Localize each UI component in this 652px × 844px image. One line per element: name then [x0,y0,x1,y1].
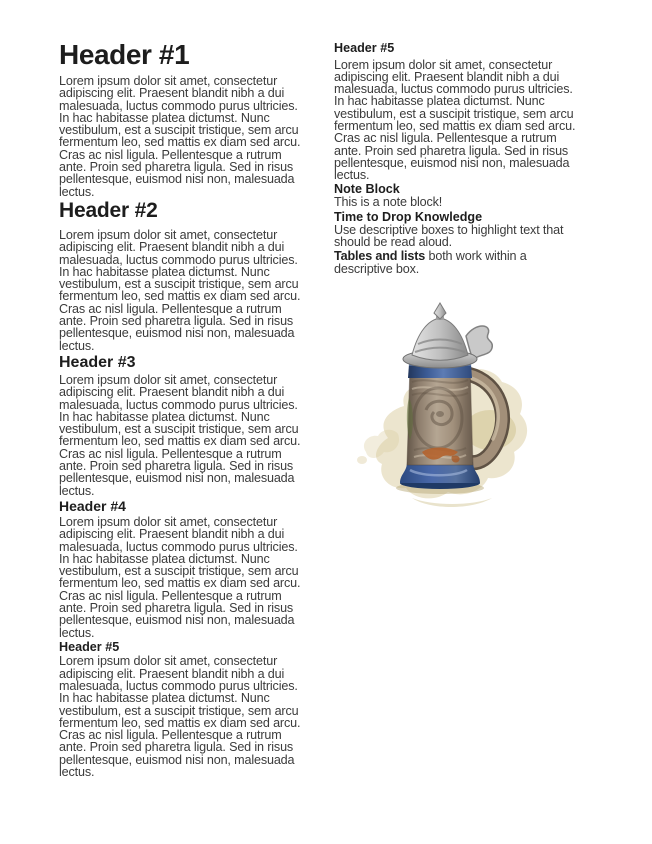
tables-and-lists-bold: Tables and lists [334,249,426,264]
paragraph-under-heading-3: Lorem ipsum dolor sit amet, consectetur adipiscing elit. Praesent blandit nibh a dui malesuada, luctus commodo purus ultricies. In hac habitasse platea dictumst. Nunc vestibulum, est a suscipit tristique, sem arcu fermentum leo, sed mattis ex diam sed arcu. Cras ac nisl ligula. Pellentesque a rutrum ante. Proin sed pharetra ligula. Sed in risus pellentesque, euismod nisi non, malesuada lectus. [59,372,301,498]
paragraph-under-heading-2: Lorem ipsum dolor sit amet, consectetur adipiscing elit. Praesent blandit nibh a dui malesuada, luctus commodo purus ultricies. In hac habitasse platea dictumst. Nunc vestibulum, est a suscipit tristique, sem arcu fermentum leo, sed mattis ex diam sed arcu. Cras ac nisl ligula. Pellentesque a rutrum ante. Proin sed pharetra ligula. Sed in risus pellentesque, euismod nisi non, malesuada lectus. [59,227,301,353]
knowledge-text: Use descriptive boxes to highlight text that should be read aloud. [334,222,564,250]
right-column [334,40,584,512]
heading-1: Header #1 [59,39,190,70]
paragraph-under-heading-5: Lorem ipsum dolor sit amet, consectetur adipiscing elit. Praesent blandit nibh a dui malesuada, luctus commodo purus ultricies. In hac habitasse platea dictumst. Nunc vestibulum, est a suscipit tristique, sem arcu fermentum leo, sed mattis ex diam sed arcu. Cras ac nisl ligula. Pellentesque a rutrum ante. Proin sed pharetra ligula. Sed in risus pellentesque, euismod nisi non, malesuada lectus. [59,654,301,780]
paragraph-under-heading-1: Lorem ipsum dolor sit amet, consectetur adipiscing elit. Praesent blandit nibh a dui malesuada, luctus commodo purus ultricies. In hac habitasse platea dictumst. Nunc vestibulum, est a suscipit tristique, sem arcu fermentum leo, sed mattis ex diam sed arcu. Cras ac nisl ligula. Pellentesque a rutrum ante. Proin sed pharetra ligula. Sed in risus pellentesque, euismod nisi non, malesuada lectus. [59,74,301,199]
left-column [59,40,311,780]
note-block-text: This is a note block! [334,195,443,210]
heading-5: Header #5 [59,639,120,654]
beer-stein-icon [352,302,544,512]
heading-3: Header #3 [59,353,136,371]
heading-5-right: Header #5 [334,41,395,55]
heading-2: Header #2 [59,198,158,222]
heading-4: Header #4 [59,497,126,514]
tables-and-lists-rest: both work within a descriptive box. [334,249,527,276]
beer-stein-illustration [352,302,544,512]
note-block-label: Note Block [334,182,400,197]
tables-and-lists-line [334,250,584,275]
paragraph-right-column: Lorem ipsum dolor sit amet, consectetur adipiscing elit. Praesent blandit nibh a dui malesuada, luctus commodo purus ultricies. In hac habitasse platea dictumst. Nunc vestibulum, est a suscipit tristique, sem arcu fermentum leo, sed mattis ex diam sed arcu. Cras ac nisl ligula. Pellentesque a rutrum ante. Proin sed pharetra ligula. Sed in risus pellentesque, euismod nisi non, malesuada lectus. [334,57,576,183]
paragraph-under-heading-4: Lorem ipsum dolor sit amet, consectetur adipiscing elit. Praesent blandit nibh a dui malesuada, luctus commodo purus ultricies. In hac habitasse platea dictumst. Nunc vestibulum, est a suscipit tristique, sem arcu fermentum leo, sed mattis ex diam sed arcu. Cras ac nisl ligula. Pellentesque a rutrum ante. Proin sed pharetra ligula. Sed in risus pellentesque, euismod nisi non, malesuada lectus. [59,514,301,640]
knowledge-label: Time to Drop Knowledge [334,209,483,224]
